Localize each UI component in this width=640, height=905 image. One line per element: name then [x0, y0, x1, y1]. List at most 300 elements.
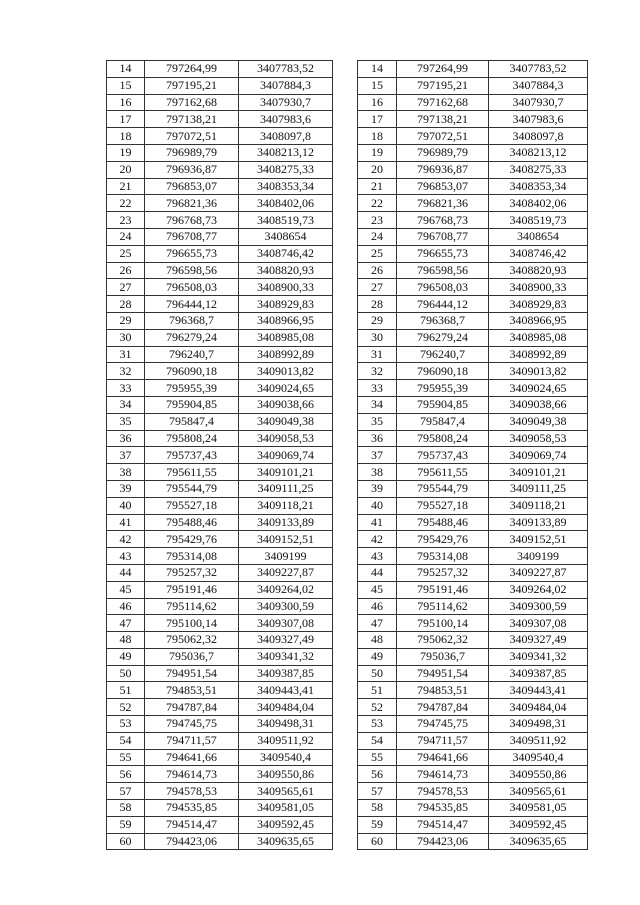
x-coordinate-cell: 794578,53	[145, 783, 239, 800]
x-coordinate-cell: 796368,7	[145, 312, 239, 329]
y-coordinate-cell: 3409307,08	[239, 615, 333, 632]
point-number-cell: 23	[107, 212, 145, 229]
table-row	[107, 346, 333, 363]
point-number-cell: 48	[358, 632, 397, 649]
y-coordinate-cell: 3409069,74	[239, 447, 333, 464]
y-coordinate-cell: 3408985,08	[489, 329, 588, 346]
point-number-cell: 21	[107, 178, 145, 195]
y-coordinate-cell: 3409581,05	[239, 800, 333, 817]
point-number-cell: 49	[107, 648, 145, 665]
point-number-cell: 59	[107, 816, 145, 833]
coordinates-table-left	[106, 60, 333, 850]
point-number-cell: 49	[358, 648, 397, 665]
table-row	[107, 732, 333, 749]
point-number-cell: 43	[358, 548, 397, 565]
point-number-cell: 45	[107, 581, 145, 598]
table-row	[358, 531, 588, 548]
y-coordinate-cell: 3409498,31	[239, 716, 333, 733]
x-coordinate-cell: 795527,18	[145, 497, 239, 514]
x-coordinate-cell: 796655,73	[145, 245, 239, 262]
x-coordinate-cell: 796598,56	[397, 262, 489, 279]
x-coordinate-cell: 795429,76	[397, 531, 489, 548]
table-row	[358, 144, 588, 161]
point-number-cell: 48	[107, 632, 145, 649]
y-coordinate-cell: 3409565,61	[239, 783, 333, 800]
y-coordinate-cell: 3408929,83	[239, 296, 333, 313]
x-coordinate-cell: 797195,21	[397, 77, 489, 94]
y-coordinate-cell: 3408353,34	[239, 178, 333, 195]
x-coordinate-cell: 794423,06	[145, 833, 239, 850]
point-number-cell: 58	[358, 800, 397, 817]
y-coordinate-cell: 3408746,42	[239, 245, 333, 262]
table-row	[358, 749, 588, 766]
table-row	[107, 430, 333, 447]
table-row	[107, 380, 333, 397]
point-number-cell: 35	[358, 413, 397, 430]
y-coordinate-cell: 3408900,33	[489, 279, 588, 296]
point-number-cell: 38	[107, 464, 145, 481]
point-number-cell: 30	[358, 329, 397, 346]
y-coordinate-cell: 3407930,7	[239, 94, 333, 111]
y-coordinate-cell: 3408402,06	[489, 195, 588, 212]
table-row	[107, 245, 333, 262]
x-coordinate-cell: 795847,4	[397, 413, 489, 430]
y-coordinate-cell: 3408097,8	[489, 128, 588, 145]
y-coordinate-cell: 3409038,66	[239, 396, 333, 413]
table-row	[358, 94, 588, 111]
y-coordinate-cell: 3409024,65	[489, 380, 588, 397]
x-coordinate-cell: 796708,77	[145, 228, 239, 245]
table-row	[107, 363, 333, 380]
table-row	[107, 312, 333, 329]
point-number-cell: 44	[358, 564, 397, 581]
x-coordinate-cell: 796368,7	[397, 312, 489, 329]
table-row	[107, 212, 333, 229]
y-coordinate-cell: 3408654	[489, 228, 588, 245]
table-row	[358, 380, 588, 397]
point-number-cell: 16	[107, 94, 145, 111]
y-coordinate-cell: 3408900,33	[239, 279, 333, 296]
y-coordinate-cell: 3409635,65	[239, 833, 333, 850]
x-coordinate-cell: 795611,55	[397, 464, 489, 481]
x-coordinate-cell: 796598,56	[145, 262, 239, 279]
x-coordinate-cell: 795114,62	[145, 598, 239, 615]
point-number-cell: 22	[107, 195, 145, 212]
table-row	[358, 564, 588, 581]
x-coordinate-cell: 794423,06	[397, 833, 489, 850]
y-coordinate-cell: 3409069,74	[489, 447, 588, 464]
table-row	[358, 497, 588, 514]
table-row	[107, 598, 333, 615]
point-number-cell: 58	[107, 800, 145, 817]
table-row	[358, 228, 588, 245]
table-row	[107, 497, 333, 514]
x-coordinate-cell: 795314,08	[145, 548, 239, 565]
x-coordinate-cell: 797138,21	[397, 111, 489, 128]
y-coordinate-cell: 3409484,04	[489, 699, 588, 716]
point-number-cell: 50	[358, 665, 397, 682]
y-coordinate-cell: 3408746,42	[489, 245, 588, 262]
table-row	[107, 800, 333, 817]
point-number-cell: 17	[107, 111, 145, 128]
x-coordinate-cell: 794514,47	[145, 816, 239, 833]
y-coordinate-cell: 3409152,51	[489, 531, 588, 548]
table-row	[107, 716, 333, 733]
x-coordinate-cell: 797264,99	[145, 61, 239, 78]
table-row	[358, 682, 588, 699]
coordinates-table-right	[357, 60, 588, 850]
point-number-cell: 47	[358, 615, 397, 632]
point-number-cell: 28	[107, 296, 145, 313]
point-number-cell: 43	[107, 548, 145, 565]
table-row	[107, 161, 333, 178]
y-coordinate-cell: 3408353,34	[489, 178, 588, 195]
table-row	[358, 111, 588, 128]
point-number-cell: 14	[107, 61, 145, 78]
table-row	[358, 615, 588, 632]
x-coordinate-cell: 796936,87	[397, 161, 489, 178]
x-coordinate-cell: 794787,84	[397, 699, 489, 716]
x-coordinate-cell: 796508,03	[145, 279, 239, 296]
point-number-cell: 45	[358, 581, 397, 598]
table-row	[358, 212, 588, 229]
y-coordinate-cell: 3409227,87	[489, 564, 588, 581]
y-coordinate-cell: 3409327,49	[489, 632, 588, 649]
x-coordinate-cell: 794853,51	[397, 682, 489, 699]
point-number-cell: 36	[358, 430, 397, 447]
table-row	[107, 548, 333, 565]
x-coordinate-cell: 796444,12	[397, 296, 489, 313]
x-coordinate-cell: 794535,85	[145, 800, 239, 817]
y-coordinate-cell: 3409111,25	[489, 480, 588, 497]
y-coordinate-cell: 3409152,51	[239, 531, 333, 548]
x-coordinate-cell: 794951,54	[397, 665, 489, 682]
point-number-cell: 22	[358, 195, 397, 212]
point-number-cell: 41	[107, 514, 145, 531]
table-row	[358, 279, 588, 296]
x-coordinate-cell: 795611,55	[145, 464, 239, 481]
y-coordinate-cell: 3409227,87	[239, 564, 333, 581]
point-number-cell: 42	[107, 531, 145, 548]
table-row	[107, 296, 333, 313]
x-coordinate-cell: 795488,46	[145, 514, 239, 531]
x-coordinate-cell: 797162,68	[397, 94, 489, 111]
x-coordinate-cell: 795955,39	[145, 380, 239, 397]
y-coordinate-cell: 3408097,8	[239, 128, 333, 145]
y-coordinate-cell: 3409327,49	[239, 632, 333, 649]
y-coordinate-cell: 3409038,66	[489, 396, 588, 413]
y-coordinate-cell: 3407783,52	[489, 61, 588, 78]
x-coordinate-cell: 795100,14	[145, 615, 239, 632]
table-row	[107, 279, 333, 296]
x-coordinate-cell: 795114,62	[397, 598, 489, 615]
point-number-cell: 57	[107, 783, 145, 800]
x-coordinate-cell: 796444,12	[145, 296, 239, 313]
x-coordinate-cell: 794641,66	[397, 749, 489, 766]
point-number-cell: 46	[358, 598, 397, 615]
x-coordinate-cell: 795904,85	[145, 396, 239, 413]
point-number-cell: 14	[358, 61, 397, 78]
x-coordinate-cell: 795191,46	[145, 581, 239, 598]
y-coordinate-cell: 3409013,82	[489, 363, 588, 380]
y-coordinate-cell: 3409565,61	[489, 783, 588, 800]
y-coordinate-cell: 3409049,38	[239, 413, 333, 430]
table-row	[107, 61, 333, 78]
table-row	[358, 732, 588, 749]
table-row	[358, 363, 588, 380]
table-row	[358, 396, 588, 413]
point-number-cell: 54	[358, 732, 397, 749]
y-coordinate-cell: 3408992,89	[239, 346, 333, 363]
point-number-cell: 33	[358, 380, 397, 397]
point-number-cell: 29	[107, 312, 145, 329]
x-coordinate-cell: 797195,21	[145, 77, 239, 94]
point-number-cell: 51	[358, 682, 397, 699]
point-number-cell: 34	[107, 396, 145, 413]
point-number-cell: 18	[358, 128, 397, 145]
point-number-cell: 28	[358, 296, 397, 313]
y-coordinate-cell: 3409199	[239, 548, 333, 565]
table-row	[358, 800, 588, 817]
point-number-cell: 54	[107, 732, 145, 749]
table-row	[107, 632, 333, 649]
table-row	[358, 833, 588, 850]
y-coordinate-cell: 3407930,7	[489, 94, 588, 111]
x-coordinate-cell: 795191,46	[397, 581, 489, 598]
point-number-cell: 27	[358, 279, 397, 296]
table-row	[358, 346, 588, 363]
x-coordinate-cell: 796508,03	[397, 279, 489, 296]
x-coordinate-cell: 794745,75	[397, 716, 489, 733]
x-coordinate-cell: 796279,24	[145, 329, 239, 346]
table-row	[107, 615, 333, 632]
y-coordinate-cell: 3408966,95	[239, 312, 333, 329]
y-coordinate-cell: 3409341,32	[489, 648, 588, 665]
point-number-cell: 32	[107, 363, 145, 380]
table-row	[107, 464, 333, 481]
table-row	[107, 413, 333, 430]
point-number-cell: 35	[107, 413, 145, 430]
y-coordinate-cell: 3409550,86	[239, 766, 333, 783]
point-number-cell: 32	[358, 363, 397, 380]
x-coordinate-cell: 794578,53	[397, 783, 489, 800]
y-coordinate-cell: 3408519,73	[489, 212, 588, 229]
point-number-cell: 51	[107, 682, 145, 699]
y-coordinate-cell: 3409341,32	[239, 648, 333, 665]
y-coordinate-cell: 3409013,82	[239, 363, 333, 380]
point-number-cell: 19	[107, 144, 145, 161]
y-coordinate-cell: 3409511,92	[239, 732, 333, 749]
y-coordinate-cell: 3408275,33	[239, 161, 333, 178]
x-coordinate-cell: 795429,76	[145, 531, 239, 548]
table-row	[358, 632, 588, 649]
y-coordinate-cell: 3409049,38	[489, 413, 588, 430]
table-row	[107, 783, 333, 800]
x-coordinate-cell: 797072,51	[397, 128, 489, 145]
point-number-cell: 36	[107, 430, 145, 447]
table-row	[358, 178, 588, 195]
x-coordinate-cell: 795544,79	[397, 480, 489, 497]
x-coordinate-cell: 796240,7	[145, 346, 239, 363]
y-coordinate-cell: 3409540,4	[239, 749, 333, 766]
x-coordinate-cell: 795036,7	[397, 648, 489, 665]
x-coordinate-cell: 794711,57	[397, 732, 489, 749]
y-coordinate-cell: 3408929,83	[489, 296, 588, 313]
table-row	[358, 581, 588, 598]
x-coordinate-cell: 794853,51	[145, 682, 239, 699]
table-row	[107, 329, 333, 346]
table-row	[107, 581, 333, 598]
table-row	[358, 816, 588, 833]
y-coordinate-cell: 3408519,73	[239, 212, 333, 229]
y-coordinate-cell: 3407983,6	[489, 111, 588, 128]
x-coordinate-cell: 796768,73	[397, 212, 489, 229]
point-number-cell: 25	[107, 245, 145, 262]
y-coordinate-cell: 3409387,85	[239, 665, 333, 682]
x-coordinate-cell: 795527,18	[397, 497, 489, 514]
table-row	[358, 665, 588, 682]
table-row	[358, 312, 588, 329]
point-number-cell: 60	[358, 833, 397, 850]
y-coordinate-cell: 3408966,95	[489, 312, 588, 329]
table-row	[358, 161, 588, 178]
x-coordinate-cell: 795257,32	[397, 564, 489, 581]
point-number-cell: 17	[358, 111, 397, 128]
point-number-cell: 53	[358, 716, 397, 733]
table-row	[107, 480, 333, 497]
point-number-cell: 55	[107, 749, 145, 766]
point-number-cell: 34	[358, 396, 397, 413]
table-row	[358, 783, 588, 800]
x-coordinate-cell: 795257,32	[145, 564, 239, 581]
point-number-cell: 16	[358, 94, 397, 111]
x-coordinate-cell: 795904,85	[397, 396, 489, 413]
point-number-cell: 37	[358, 447, 397, 464]
x-coordinate-cell: 797264,99	[397, 61, 489, 78]
y-coordinate-cell: 3408992,89	[489, 346, 588, 363]
table-row	[358, 766, 588, 783]
table-row	[358, 296, 588, 313]
x-coordinate-cell: 794535,85	[397, 800, 489, 817]
y-coordinate-cell: 3409300,59	[239, 598, 333, 615]
table-row	[107, 77, 333, 94]
table-row	[107, 94, 333, 111]
point-number-cell: 55	[358, 749, 397, 766]
table-row	[358, 716, 588, 733]
point-number-cell: 40	[107, 497, 145, 514]
x-coordinate-cell: 794951,54	[145, 665, 239, 682]
y-coordinate-cell: 3409199	[489, 548, 588, 565]
table-row	[358, 447, 588, 464]
x-coordinate-cell: 795955,39	[397, 380, 489, 397]
table-row	[358, 61, 588, 78]
point-number-cell: 18	[107, 128, 145, 145]
table-row	[358, 329, 588, 346]
y-coordinate-cell: 3408275,33	[489, 161, 588, 178]
x-coordinate-cell: 794711,57	[145, 732, 239, 749]
table-row	[358, 413, 588, 430]
table-row	[358, 699, 588, 716]
x-coordinate-cell: 796989,79	[397, 144, 489, 161]
table-row	[358, 514, 588, 531]
table-row	[107, 228, 333, 245]
y-coordinate-cell: 3409118,21	[489, 497, 588, 514]
y-coordinate-cell: 3409498,31	[489, 716, 588, 733]
point-number-cell: 39	[358, 480, 397, 497]
table-row	[358, 598, 588, 615]
y-coordinate-cell: 3409101,21	[489, 464, 588, 481]
table-row	[107, 766, 333, 783]
point-number-cell: 37	[107, 447, 145, 464]
point-number-cell: 31	[107, 346, 145, 363]
y-coordinate-cell: 3409307,08	[489, 615, 588, 632]
x-coordinate-cell: 796821,36	[145, 195, 239, 212]
y-coordinate-cell: 3409592,45	[489, 816, 588, 833]
x-coordinate-cell: 795808,24	[397, 430, 489, 447]
point-number-cell: 24	[107, 228, 145, 245]
y-coordinate-cell: 3409387,85	[489, 665, 588, 682]
table-row	[107, 514, 333, 531]
table-row	[107, 833, 333, 850]
table-row	[107, 749, 333, 766]
x-coordinate-cell: 795847,4	[145, 413, 239, 430]
point-number-cell: 30	[107, 329, 145, 346]
point-number-cell: 56	[107, 766, 145, 783]
y-coordinate-cell: 3408213,12	[239, 144, 333, 161]
table-row	[107, 111, 333, 128]
y-coordinate-cell: 3409592,45	[239, 816, 333, 833]
point-number-cell: 56	[358, 766, 397, 783]
x-coordinate-cell: 795808,24	[145, 430, 239, 447]
x-coordinate-cell: 795062,32	[397, 632, 489, 649]
table-row	[358, 430, 588, 447]
table-row	[358, 245, 588, 262]
table-row	[107, 665, 333, 682]
table-row	[358, 77, 588, 94]
x-coordinate-cell: 796936,87	[145, 161, 239, 178]
point-number-cell: 27	[107, 279, 145, 296]
table-row	[358, 548, 588, 565]
x-coordinate-cell: 794641,66	[145, 749, 239, 766]
y-coordinate-cell: 3408402,06	[239, 195, 333, 212]
y-coordinate-cell: 3408213,12	[489, 144, 588, 161]
table-row	[107, 816, 333, 833]
point-number-cell: 57	[358, 783, 397, 800]
x-coordinate-cell: 796279,24	[397, 329, 489, 346]
table-row	[107, 447, 333, 464]
x-coordinate-cell: 795544,79	[145, 480, 239, 497]
y-coordinate-cell: 3409300,59	[489, 598, 588, 615]
y-coordinate-cell: 3409024,65	[239, 380, 333, 397]
table-row	[107, 128, 333, 145]
y-coordinate-cell: 3409264,02	[489, 581, 588, 598]
point-number-cell: 53	[107, 716, 145, 733]
y-coordinate-cell: 3409058,53	[239, 430, 333, 447]
x-coordinate-cell: 796655,73	[397, 245, 489, 262]
table-row	[358, 480, 588, 497]
x-coordinate-cell: 794514,47	[397, 816, 489, 833]
x-coordinate-cell: 796853,07	[145, 178, 239, 195]
x-coordinate-cell: 794614,73	[145, 766, 239, 783]
y-coordinate-cell: 3409133,89	[489, 514, 588, 531]
y-coordinate-cell: 3407983,6	[239, 111, 333, 128]
x-coordinate-cell: 797138,21	[145, 111, 239, 128]
point-number-cell: 25	[358, 245, 397, 262]
y-coordinate-cell: 3409443,41	[489, 682, 588, 699]
y-coordinate-cell: 3407884,3	[489, 77, 588, 94]
x-coordinate-cell: 796768,73	[145, 212, 239, 229]
point-number-cell: 47	[107, 615, 145, 632]
